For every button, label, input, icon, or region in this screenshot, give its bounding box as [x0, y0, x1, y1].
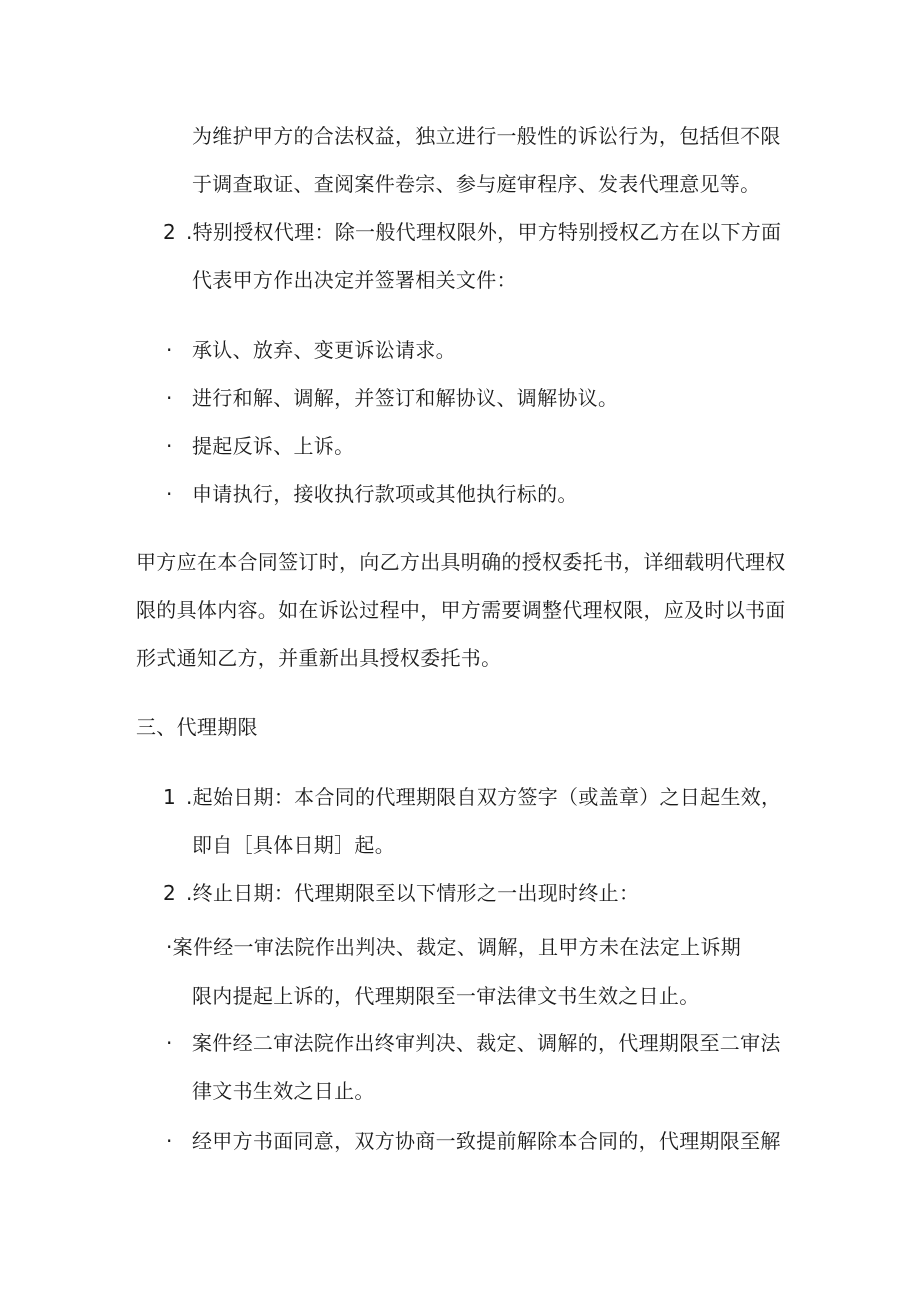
bullet-item: 申请执行，接收执行款项或其他执行标的。	[192, 482, 578, 506]
bullet-item: 提起反诉、上诉。	[192, 434, 355, 458]
bullet-dot: ·	[166, 482, 173, 506]
bullet-item-line-2: 律文书生效之日止。	[192, 1079, 375, 1103]
bullet-dot: ·	[166, 338, 173, 362]
paragraph-line-3: 形式通知乙方，并重新出具授权委托书。	[136, 646, 502, 670]
item-text-line-1: .特别授权代理：除一般代理权限外，甲方特别授权乙方在以下方面	[186, 220, 782, 244]
continuation-line-2: 于调查取证、查阅案件卷宗、参与庭审程序、发表代理意见等。	[192, 172, 761, 196]
bullet-item-line-1: 案件经二审法院作出终审判决、裁定、调解的，代理期限至二审法	[192, 1031, 781, 1055]
bullet-dot: ·	[166, 1031, 173, 1055]
bullet-item-line-1: ·案件经一审法院作出判决、裁定、调解，且甲方未在法定上诉期	[166, 935, 742, 959]
item-number: 2	[163, 881, 176, 905]
bullet-item: 进行和解、调解，并签订和解协议、调解协议。	[192, 386, 619, 410]
bullet-item: 承认、放弃、变更诉讼请求。	[192, 338, 456, 362]
bullet-dot: ·	[166, 1129, 173, 1153]
item-number: 1	[163, 785, 176, 809]
item-text-line-1: .终止日期：代理期限至以下情形之一出现时终止：	[186, 881, 640, 905]
continuation-line-1: 为维护甲方的合法权益，独立进行一般性的诉讼行为，包括但不限	[192, 124, 781, 148]
bullet-dot: ·	[166, 434, 173, 458]
item-number: 2	[163, 220, 176, 244]
bullet-item-line-1: 经甲方书面同意，双方协商一致提前解除本合同的，代理期限至解	[192, 1129, 781, 1153]
paragraph-line-1: 甲方应在本合同签订时，向乙方出具明确的授权委托书，详细载明代理权	[136, 550, 786, 574]
item-text-line-2: 代表甲方作出决定并签署相关文件：	[192, 268, 517, 292]
bullet-dot: ·	[166, 386, 173, 410]
bullet-item-line-2: 限内提起上诉的，代理期限至一审法律文书生效之日止。	[192, 984, 700, 1008]
paragraph-line-2: 限的具体内容。如在诉讼过程中，甲方需要调整代理权限，应及时以书面	[136, 598, 786, 622]
item-text-line-2: 即自［具体日期］起。	[192, 833, 395, 857]
section-heading: 三、代理期限	[136, 715, 258, 739]
item-text-line-1: .起始日期：本合同的代理期限自双方签字（或盖章）之日起生效，	[186, 785, 782, 809]
